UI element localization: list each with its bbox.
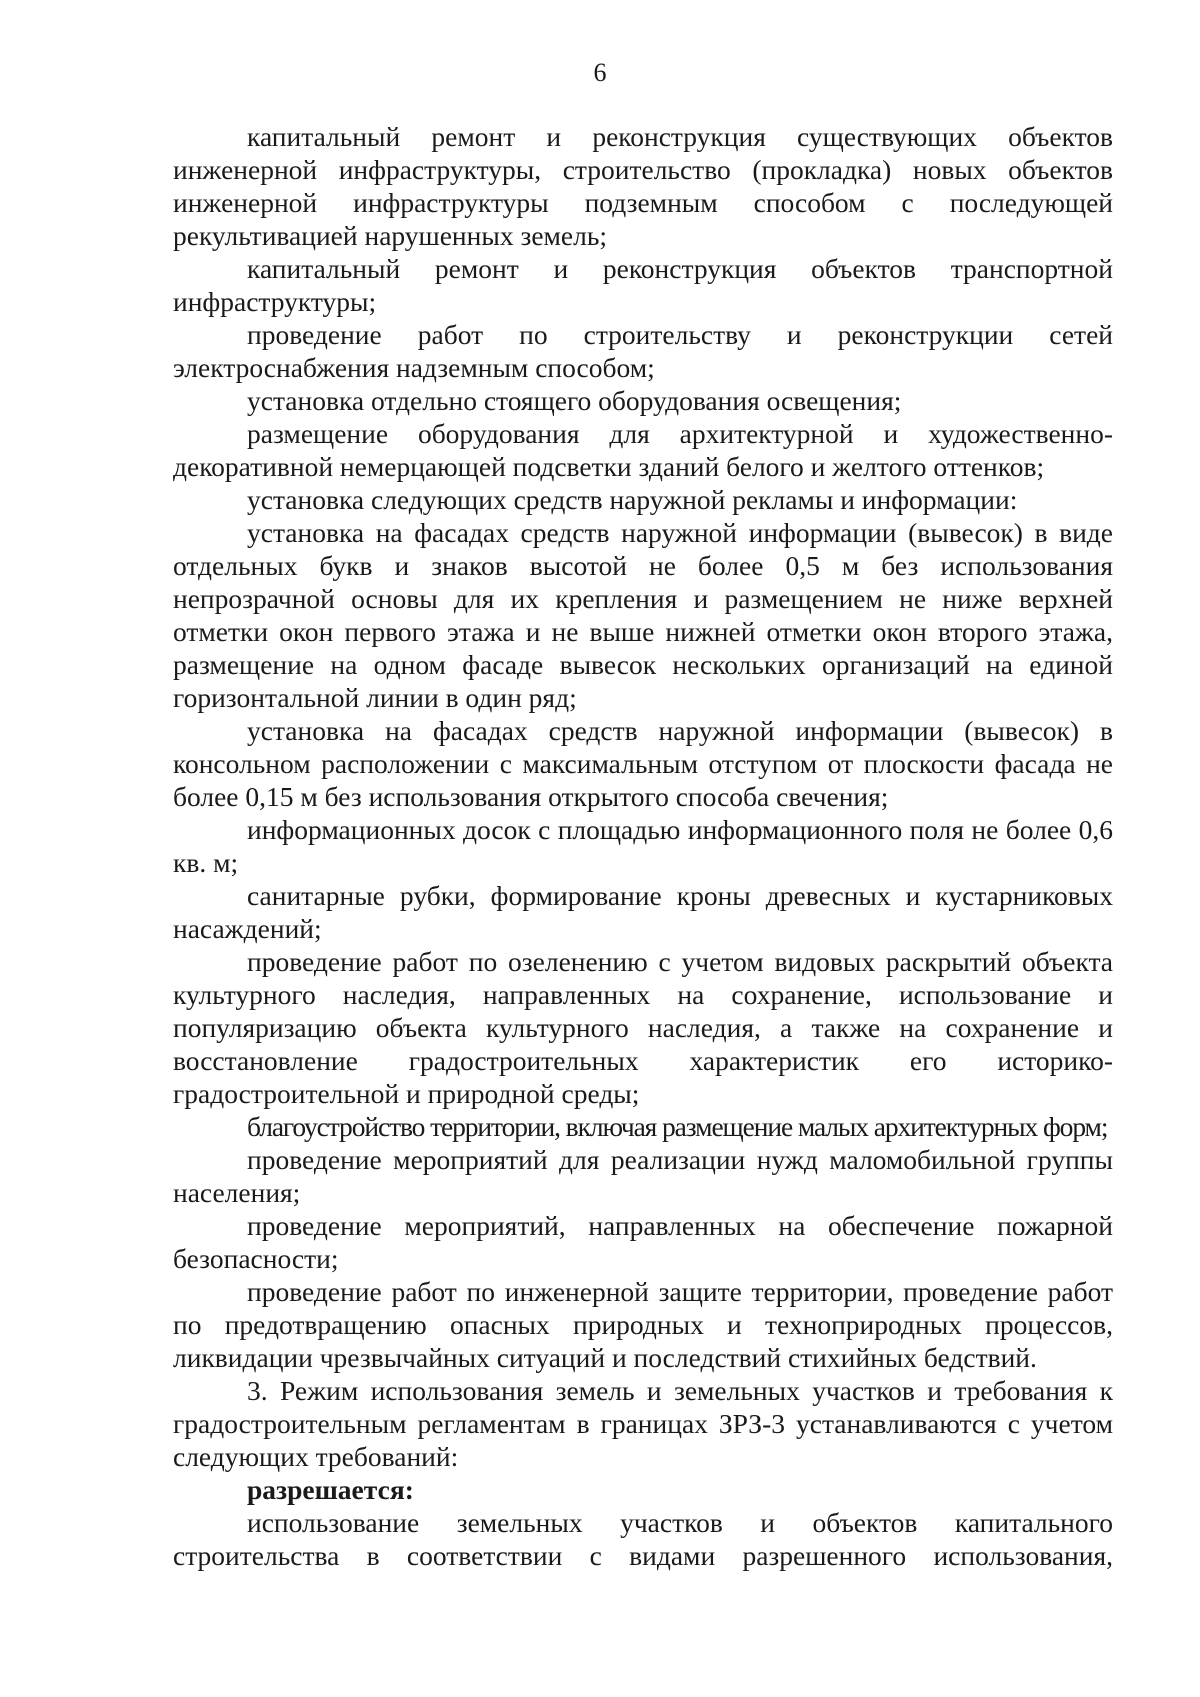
paragraph: проведение работ по озеленению с учетом видовых раскрытий объекта культурного наследия, направленных на сохранение, использование и популяризацию объекта культурного наследия, а также на сохранение и восстановление градостроительных характеристик его историко-градостроительной и природной среды; xyxy=(173,946,1113,1109)
paragraph: проведение работ по инженерной защите территории, проведение работ по предотвращению опасных природных и техноприродных процессов, ликвидации чрезвычайных ситуаций и последствий стихийных бедствий. xyxy=(173,1276,1113,1373)
allowed-heading: разрешается: xyxy=(247,1474,414,1505)
paragraph: установка на фасадах средств наружной информации (вывесок) в консольном расположении с максимальным отступом от плоскости фасада не более 0,15 м без использования открытого способа свечения; xyxy=(173,715,1113,812)
document-body xyxy=(173,120,1113,1572)
paragraph: установка на фасадах средств наружной информации (вывесок) в виде отдельных букв и знаков высотой не более 0,5 м без использования непрозрачной основы для их крепления и размещением не ниже верхней отметки окон первого этажа и не выше нижней отметки окон второго этажа, размещение на одном фасаде вывесок нескольких организаций на единой горизонтальной линии в один ряд; xyxy=(173,517,1113,713)
paragraph: установка отдельно стоящего оборудования освещения; xyxy=(247,385,902,416)
paragraph: капитальный ремонт и реконструкция существующих объектов инженерной инфраструктуры, строительство (прокладка) новых объектов инженерной инфраструктуры подземным способом с последующей рекультивацией нарушенных земель; xyxy=(173,121,1113,251)
paragraph: благоустройство территории, включая размещение малых архитектурных форм; xyxy=(247,1111,1108,1142)
paragraph: размещение оборудования для архитектурной и художественно-декоративной немерцающей подсветки зданий белого и желтого оттенков; xyxy=(173,418,1113,482)
paragraph: проведение мероприятий, направленных на обеспечение пожарной безопасности; xyxy=(173,1210,1113,1274)
paragraph: санитарные рубки, формирование кроны древесных и кустарниковых насаждений; xyxy=(173,880,1113,944)
paragraph: проведение мероприятий для реализации нужд маломобильной группы населения; xyxy=(173,1144,1113,1208)
paragraph: проведение работ по строительству и реконструкции сетей электроснабжения надземным способом; xyxy=(173,319,1113,383)
page-number: 6 xyxy=(593,58,607,87)
paragraph: установка следующих средств наружной рекламы и информации: xyxy=(247,484,1018,515)
section-3-paragraph: 3. Режим использования земель и земельных участков и требования к градостроительным регламентам в границах ЗРЗ-3 устанавливаются с учетом следующих требований: xyxy=(173,1375,1113,1472)
paragraph: капитальный ремонт и реконструкция объектов транспортной инфраструктуры; xyxy=(173,253,1113,317)
paragraph: информационных досок с площадью информационного поля не более 0,6 кв. м; xyxy=(173,814,1113,878)
paragraph: использование земельных участков и объектов капитального строительства в соответствии с видами разрешенного использования, xyxy=(173,1507,1113,1571)
